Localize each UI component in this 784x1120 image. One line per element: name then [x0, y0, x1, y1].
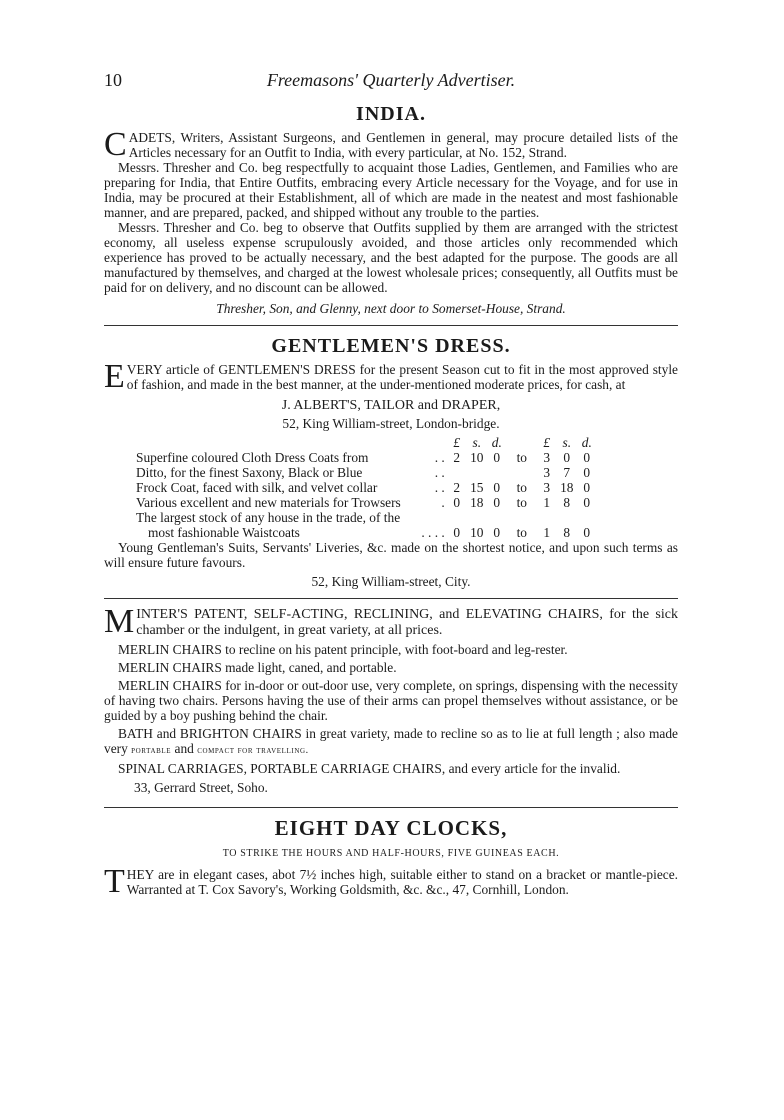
drop-cap: M — [104, 603, 135, 640]
dress-firm: J. ALBERT'S, TAILOR and DRAPER, — [281, 398, 501, 413]
india-para-1: CADETS, Writers, Assistant Surgeons, and Gentlemen in general, may procure detailed lists of the Articles necessary for an Outfit to India, with every particular, at No. 152, Strand. — [104, 126, 678, 163]
india-signature: Thresher, Son, and Glenny, next door to Somerset-House, Strand. — [216, 301, 566, 316]
chairs-para-4: MERLIN CHAIRS for in-door or out-door use, very complete, on springs, dispensing with the necessity of having two chairs. Persons having the use of their arms can propel themselves without assistance, or be guided by a boy pushing behind the chair. — [104, 678, 678, 723]
dress-para-1: EVERY article of GENTLEMEN'S DRESS for the present Season cut to fit in the most approved style of fashion, and made in the best manner, at the under-mentioned moderate prices, for cash, at — [104, 358, 678, 395]
chairs-advert — [104, 603, 678, 795]
chairs-para-2: MERLIN CHAIRS to recline on his patent principle, with foot-board and leg-rester. — [118, 642, 568, 657]
divider — [104, 598, 678, 599]
running-title: Freemasons' Quarterly Advertiser. — [266, 70, 516, 90]
dress-advert — [104, 334, 678, 589]
price-row: most fashionable Waistcoats . . . . 0 10 0 to 1 8 0 — [148, 525, 591, 540]
india-para-3: Messrs. Thresher and Co. beg to observe that Outfits supplied by them are arranged with the strictest economy, all useless expense scrupulously avoided, and those articles only recommended which experience has proved to be actually necessary, and the best adapted for the purpose. The goods are all manufactured by themselves, and charged at the lowest wholesale prices; consequently, all Outfits must be paid for on delivery, and no discount can be allowed. — [104, 220, 678, 295]
chairs-para-5: BATH and BRIGHTON CHAIRS in great variety, made to recline so as to lie at full length ; also made very portable and compact for travelling. — [104, 726, 678, 756]
price-row: Ditto, for the finest Saxony, Black or Blue . . 3 7 0 — [136, 465, 591, 480]
dress-footer-address: 52, King William-street, City. — [311, 574, 471, 589]
running-header — [104, 70, 678, 94]
price-row: The largest stock of any house in the trade, of the — [136, 510, 401, 525]
chairs-para-3: MERLIN CHAIRS made light, caned, and portable. — [118, 660, 397, 675]
page — [104, 70, 678, 900]
price-table — [134, 435, 597, 540]
drop-cap: C — [104, 126, 127, 163]
divider — [104, 807, 678, 808]
chairs-address: 33, Gerrard Street, Soho. — [134, 780, 268, 795]
india-title: INDIA. — [356, 103, 426, 125]
divider — [104, 325, 678, 326]
drop-cap: E — [104, 358, 125, 395]
price-row: Frock Coat, faced with silk, and velvet collar . . 2 15 0 to 3 18 0 — [136, 480, 591, 495]
price-row: Various excellent and new materials for Trowsers . 0 18 0 to 1 8 0 — [136, 495, 591, 510]
clocks-subtitle: TO STRIKE THE HOURS AND HALF-HOURS, FIVE GUINEAS EACH. — [222, 848, 560, 859]
india-advert — [104, 102, 678, 316]
dress-para-2: Young Gentleman's Suits, Servants' Liveries, &c. made on the shortest notice, and upon such terms as will ensure future favours. — [104, 540, 678, 570]
dress-address: 52, King William-street, London-bridge. — [282, 416, 500, 431]
price-row: Superfine coloured Cloth Dress Coats from . . 2 10 0 to 3 0 0 — [136, 450, 591, 465]
page-number: 10 — [104, 70, 122, 90]
price-header-row: £ s. d. £ s. d. — [453, 435, 592, 450]
clocks-para-1: THEY are in elegant cases, abot 7½ inches high, suitable either to stand on a bracket or mantle-piece. Warranted at T. Cox Savory's, Working Goldsmith, &c. &c., 47, Cornhill, London. — [104, 863, 678, 900]
clocks-title: EIGHT DAY CLOCKS, — [274, 816, 508, 840]
chairs-para-1: MINTER'S PATENT, SELF-ACTING, RECLINING, and ELEVATING CHAIRS, for the sick chamber or the indulgent, in great variety, at all prices. — [104, 603, 678, 640]
chairs-para-6: SPINAL CARRIAGES, PORTABLE CARRIAGE CHAIRS, and every article for the invalid. — [118, 761, 621, 776]
india-para-2: Messrs. Thresher and Co. beg respectfully to acquaint those Ladies, Gentlemen, and Families who are preparing for India, that Entire Outfits, embracing every Article necessary for the Voyage, and for use in India, may be procured at their Establishment, all of which are made in the neatest and most fashionable manner, and are prepared, packed, and shipped without any trouble to the parties. — [104, 160, 678, 220]
clocks-advert — [104, 816, 678, 900]
dress-title: GENTLEMEN'S DRESS. — [271, 335, 511, 357]
drop-cap: T — [104, 863, 125, 900]
